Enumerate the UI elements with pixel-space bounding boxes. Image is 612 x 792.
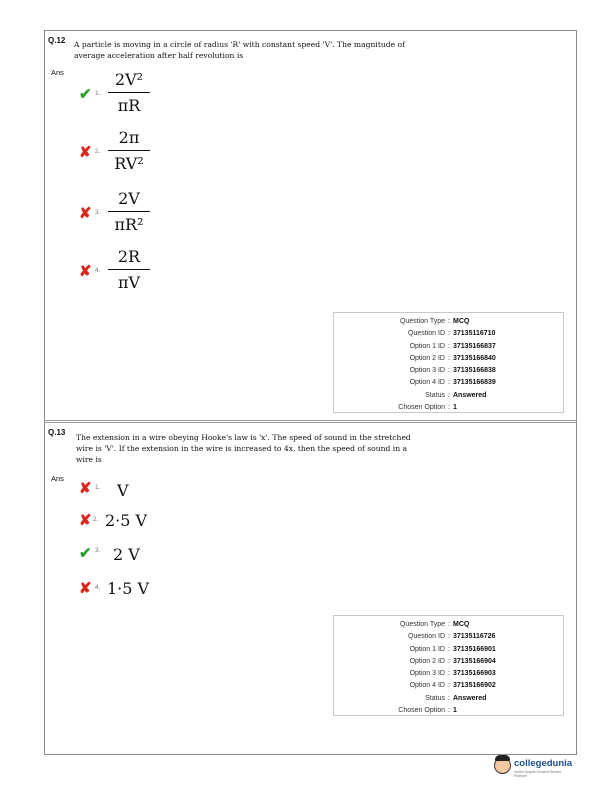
brand-name: collegedunia <box>514 758 573 769</box>
meta-value: MCQ <box>453 621 470 628</box>
meta-key: Option 4 ID <box>409 379 445 387</box>
option-fraction <box>101 247 157 293</box>
option-fraction <box>101 189 157 235</box>
option-value: 2 V <box>113 545 140 564</box>
ans-label: Ans <box>51 68 64 77</box>
option-value: V <box>117 481 129 500</box>
correct-tick-icon: ✔ <box>79 86 92 103</box>
option-number: 4. <box>95 584 101 591</box>
meta-value: Answered <box>453 694 487 702</box>
wrong-cross-icon: ✘ <box>79 480 92 497</box>
fraction-bar <box>108 211 150 212</box>
meta-separator: : <box>448 682 450 690</box>
wrong-cross-icon: ✘ <box>79 144 92 161</box>
meta-key: Option 1 ID <box>409 342 445 350</box>
meta-key: Question ID <box>408 330 445 338</box>
meta-separator: : <box>448 330 450 338</box>
meta-key: Status <box>425 694 445 702</box>
question-text-line: A particle is moving in a circle of radius 'R' with constant speed 'V'. The magnitude of <box>74 40 405 49</box>
meta-separator: : <box>448 342 450 350</box>
fraction-bar <box>108 150 150 151</box>
question-text-line: average acceleration after half revolution is <box>74 51 244 60</box>
meta-key: Status <box>425 391 445 399</box>
meta-separator: : <box>448 657 450 665</box>
mascot-hair <box>495 755 510 761</box>
brand-tagline: India's largest Student Review Platform <box>514 770 561 778</box>
wrong-cross-icon: ✘ <box>79 205 92 222</box>
meta-key: Option 4 ID <box>409 682 445 690</box>
option-fraction <box>101 128 157 174</box>
fraction-numerator: 2V² <box>114 70 144 89</box>
meta-row <box>334 316 563 328</box>
fraction-denominator: πR <box>117 96 141 115</box>
meta-value: 37135166904 <box>453 657 496 665</box>
meta-key: Option 3 ID <box>409 670 445 678</box>
option-value: 1·5 V <box>107 579 150 598</box>
meta-value: MCQ <box>453 318 470 325</box>
meta-value: 37135116726 <box>453 633 496 641</box>
meta-separator: : <box>448 318 450 325</box>
option-number: 4. <box>95 267 101 274</box>
meta-value: 37135166901 <box>453 645 496 653</box>
meta-row <box>334 656 563 668</box>
meta-key: Question Type <box>399 318 445 325</box>
meta-row <box>334 390 563 402</box>
meta-key: Option 3 ID <box>409 367 445 375</box>
meta-separator: : <box>448 354 450 362</box>
fraction-numerator: 2R <box>117 247 141 266</box>
meta-separator: : <box>448 633 450 641</box>
option-value: 2·5 V <box>105 511 148 530</box>
meta-row <box>334 668 563 680</box>
meta-key: Chosen Option <box>398 707 445 715</box>
meta-value: 1 <box>453 707 457 715</box>
meta-row <box>334 328 563 340</box>
meta-value: 37135166839 <box>453 379 496 387</box>
meta-value: 37135166838 <box>453 367 496 375</box>
meta-row <box>334 365 563 377</box>
meta-key: Question ID <box>408 633 445 641</box>
meta-row <box>334 377 563 389</box>
meta-value: 37135166840 <box>453 354 496 362</box>
collegedunia-logo <box>494 755 574 781</box>
question-meta-table <box>333 312 564 413</box>
meta-value: 37135116710 <box>453 330 496 338</box>
meta-key: Option 2 ID <box>409 657 445 665</box>
meta-separator: : <box>448 707 450 715</box>
fraction-denominator: πR² <box>114 215 144 234</box>
meta-row <box>334 341 563 353</box>
meta-row <box>334 631 563 643</box>
meta-separator: : <box>448 379 450 387</box>
meta-row <box>334 644 563 656</box>
meta-key: Chosen Option <box>398 404 445 412</box>
meta-value: 37135166903 <box>453 670 496 678</box>
meta-separator: : <box>448 670 450 678</box>
meta-row <box>334 402 563 414</box>
option-fraction <box>101 70 157 116</box>
meta-row <box>334 353 563 365</box>
question-text <box>74 39 414 61</box>
meta-row <box>334 693 563 705</box>
correct-tick-icon: ✔ <box>79 545 92 562</box>
question-text-line: wire is <box>76 455 102 464</box>
ans-label: Ans <box>51 474 64 483</box>
wrong-cross-icon: ✘ <box>79 263 92 280</box>
wrong-cross-icon: ✘ <box>79 580 92 597</box>
question-text-line: The extension in a wire obeying Hooke's law is 'x'. The speed of sound in the stretched <box>76 433 411 442</box>
option-number: 2. <box>93 516 99 523</box>
question-divider <box>44 420 577 423</box>
meta-value: 37135166902 <box>453 682 496 690</box>
fraction-denominator: πV <box>117 273 141 292</box>
meta-separator: : <box>448 391 450 399</box>
option-number: 1. <box>95 484 101 491</box>
meta-separator: : <box>448 621 450 628</box>
meta-row <box>334 705 563 717</box>
fraction-bar <box>108 269 150 270</box>
option-number: 1. <box>95 90 101 97</box>
question-number: Q.13 <box>48 428 66 437</box>
meta-row <box>334 619 563 631</box>
option-number: 2. <box>95 148 101 155</box>
meta-separator: : <box>448 645 450 653</box>
fraction-bar <box>108 92 150 93</box>
meta-row <box>334 680 563 692</box>
fraction-numerator: 2V <box>118 189 140 208</box>
option-number: 3. <box>95 209 101 216</box>
question-number: Q.12 <box>48 36 66 45</box>
meta-separator: : <box>448 367 450 375</box>
meta-value: 37135166837 <box>453 342 496 350</box>
question-meta-table <box>333 615 564 716</box>
meta-value: Answered <box>453 391 487 399</box>
fraction-numerator: 2π <box>118 128 140 147</box>
meta-key: Option 1 ID <box>409 645 445 653</box>
meta-key: Option 2 ID <box>409 354 445 362</box>
question-text-line: wire is 'V'. If the extension in the wire is increased to 4x, then the speed of sound in a <box>76 444 408 453</box>
meta-value: 1 <box>453 404 457 412</box>
meta-key: Question Type <box>399 621 445 628</box>
meta-separator: : <box>448 694 450 702</box>
question-text <box>76 432 416 465</box>
meta-separator: : <box>448 404 450 412</box>
option-number: 3. <box>95 547 101 554</box>
fraction-denominator: RV² <box>114 154 144 173</box>
wrong-cross-icon: ✘ <box>79 512 92 529</box>
